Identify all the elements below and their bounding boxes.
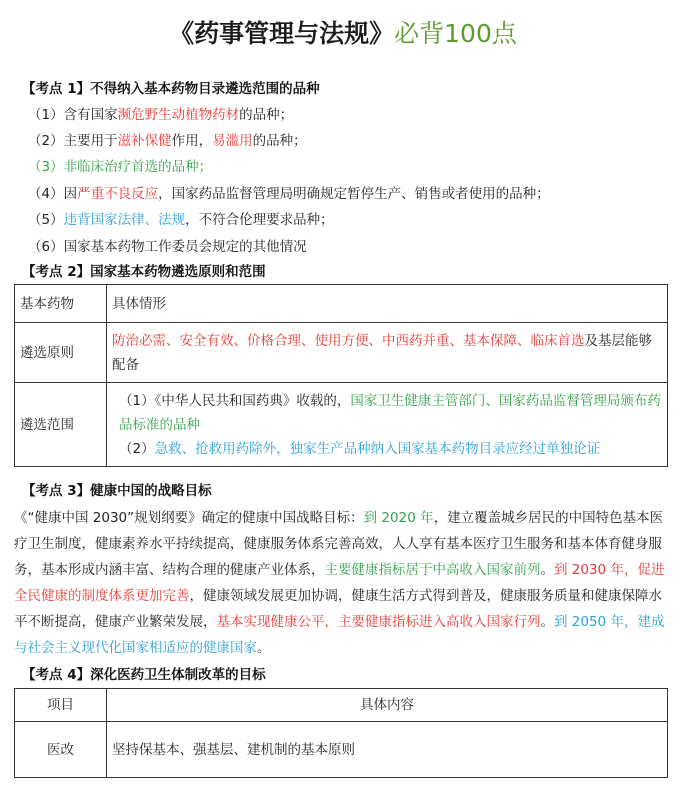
para-text: ，健康领域发展更加协调，健康生活方式得到普及，健康服务质量和健康保障水平不断提高，健康产业繁荣发展， (14, 588, 662, 630)
para-text: 。 (540, 614, 554, 630)
table-cell: 坚持保基本、强基层、建机制的基本原则 (107, 722, 668, 778)
selection-table (14, 284, 668, 467)
page-title (0, 14, 686, 54)
table-header: 具体内容 (107, 689, 668, 722)
para-highlight: 主要健康指标居于中高收入国家前列 (324, 562, 541, 578)
item-highlight: 易滥用 (212, 133, 253, 149)
list-item (28, 237, 307, 257)
item-highlight: （3）非临床治疗首选的品种； (28, 159, 213, 175)
para-text: 。 (257, 640, 271, 656)
para-highlight: 到 2030 年，促进全民健康的制度体系更加完善 (14, 562, 665, 604)
section-1-heading: 【考点 1】不得纳入基本药物目录遴选范围的品种 (22, 81, 320, 97)
cell-highlight: 国家卫生健康主管部门、国家药品监督管理局颁布药品标准的品种 (119, 392, 661, 433)
table-cell (107, 323, 668, 383)
item-highlight: 滋补保健 (117, 133, 172, 149)
cell-line (119, 389, 662, 437)
item-text: ，不符合伦理要求品种； (185, 212, 334, 228)
item-text: （4）因 (28, 186, 78, 202)
para-text: ，建立覆盖城乡居民的中国特色基本医疗卫生制度，健康素养水平持续提高，健康服务体系完善高效，人人享有基本医疗卫生服务和基本体育健身服务，基本形成内涵丰富、结构合理的健康产业体系， (14, 510, 664, 578)
reform-table (14, 688, 668, 778)
cell-text: （1）《中华人民共和国药典》收载的， (119, 392, 351, 409)
table-cell (107, 383, 668, 467)
cell-text: 及基层能够配备 (112, 332, 652, 373)
cell-highlight: 防治必需、安全有效、价格合理、使用方便、中西药并重、基本保障、临床首选 (112, 332, 585, 349)
item-text: （2）主要用于 (28, 133, 118, 149)
section-4-heading: 【考点 4】深化医药卫生体制改革的目标 (22, 667, 266, 683)
title-sub: 必背100点 (394, 19, 517, 48)
row-label: 医改 (15, 722, 107, 778)
para-highlight: 基本实现健康公平，主要健康指标进入高收入国家行列 (216, 614, 541, 630)
item-text: 作用， (171, 133, 213, 149)
section-3-heading: 【考点 3】健康中国的战略目标 (22, 483, 212, 499)
para-text: 。 (540, 562, 554, 578)
table-header: 具体情形 (107, 285, 668, 323)
cell-highlight: 急救、抢救用药除外，独家生产品种纳入国家基本药物目录应经过单独论证 (154, 440, 601, 457)
list-item (28, 105, 293, 125)
list-item (28, 157, 212, 177)
table-header: 项目 (15, 689, 107, 722)
item-highlight: 严重不良反应 (77, 186, 159, 202)
item-text: ，国家药品监督管理局明确规定暂停生产、销售或者使用的品种； (158, 186, 550, 202)
table-header: 基本药物 (15, 285, 107, 323)
list-item (28, 210, 334, 230)
cell-text: （2） (119, 440, 155, 457)
section-2-heading: 【考点 2】国家基本药物遴选原则和范围 (22, 264, 266, 280)
item-text: 的品种； (252, 133, 307, 149)
list-item (28, 131, 307, 151)
item-text: （1）含有国家 (28, 107, 118, 123)
item-text: 的品种； (239, 107, 294, 123)
item-text: （6）国家基本药物工作委员会规定的其他情况 (28, 239, 307, 255)
para-text: 《“健康中国 2030”规划纲要》确定的健康中国战略目标： (14, 510, 364, 526)
cell-line (119, 437, 662, 461)
list-item (28, 184, 550, 204)
item-highlight: 濒危野生动植物药材 (117, 107, 240, 123)
paragraph (14, 505, 674, 661)
title-main: 《药事管理与法规》 (169, 19, 395, 48)
row-label: 遴选范围 (15, 383, 107, 467)
item-text: （5） (28, 212, 64, 228)
item-highlight: 违背国家法律、法规 (63, 212, 186, 228)
para-highlight: 到 2050 年，建成与社会主义现代化国家相适应的健康国家 (14, 614, 665, 656)
para-highlight: 到 2020 年 (363, 510, 434, 526)
row-label: 遴选原则 (15, 323, 107, 383)
